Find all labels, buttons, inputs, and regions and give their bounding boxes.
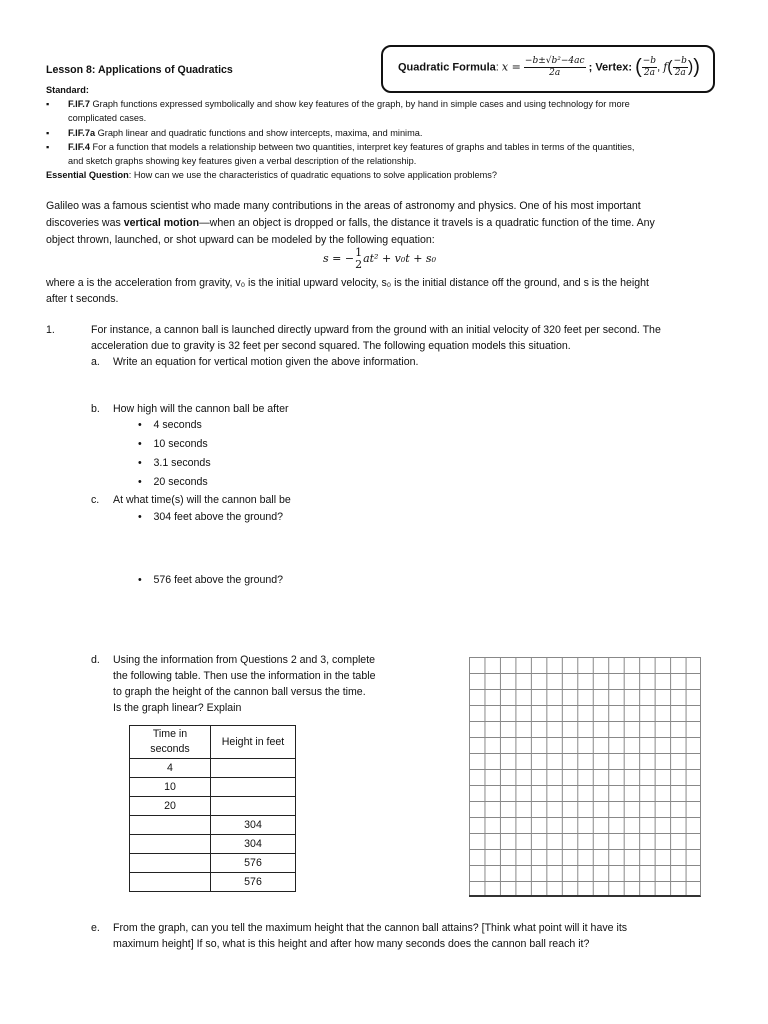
part-e-text: maximum height] If so, what is this height and after how many seconds does the cannon ball reach it? <box>113 938 590 950</box>
essential-label: Essential Question <box>46 170 129 180</box>
part-label: b. <box>91 403 100 415</box>
part-label: d. <box>91 654 100 666</box>
intro-text: where a is the acceleration from gravity, v₀ is the initial upward velocity, s₀ is the initial distance off the ground, and s is the height <box>46 277 649 289</box>
part-e-text: From the graph, can you tell the maximum height that the cannon ball attains? [Think what point will it have its <box>113 922 628 934</box>
eq-den: 2 <box>355 258 363 271</box>
part-d-text: Using the information from Questions 2 and 3, complete <box>113 654 376 666</box>
lesson-title: Lesson 8: Applications of Quadratics <box>46 64 233 76</box>
list-item: • 20 seconds <box>138 476 208 488</box>
standard-code: F.IF.7a <box>68 128 96 138</box>
table-cell[interactable] <box>211 759 296 778</box>
intro-text: after t seconds. <box>46 293 119 305</box>
eq-left: s = − <box>323 252 355 265</box>
x-eq: x = <box>501 60 521 74</box>
motion-equation <box>323 247 436 271</box>
essential-question <box>46 170 497 180</box>
standard-text: Graph functions expressed symbolically and show key features of the graph, by hand in simple cases and using technology for more <box>89 99 630 109</box>
list-item: • 304 feet above the ground? <box>138 511 284 523</box>
table-cell[interactable] <box>130 835 211 854</box>
standard-item <box>68 142 634 152</box>
part-d-text: to graph the height of the cannon ball versus the time. <box>113 686 366 698</box>
part-d-text: the following table. Then use the information in the table <box>113 670 376 682</box>
formula-numerator: −b±√b²−4ac <box>524 56 585 66</box>
essential-text: : How can we use the characteristics of quadratic equations to solve application problems? <box>128 170 497 180</box>
header-height: Height in feet <box>211 726 296 759</box>
graph-grid[interactable] <box>469 657 701 897</box>
item-text: 304 feet above the ground? <box>153 511 284 523</box>
part-label: a. <box>91 356 100 368</box>
intro-text <box>46 217 655 229</box>
part-label: e. <box>91 922 100 934</box>
eq-num: 1 <box>355 246 363 259</box>
standard-item: ▪ <box>46 99 50 109</box>
bullet: ▪ <box>46 142 50 152</box>
vertex-y <box>673 56 688 79</box>
vx-den: 2a <box>643 68 655 78</box>
vertex-x <box>642 56 657 79</box>
table-cell[interactable] <box>211 797 296 816</box>
standard-item <box>68 128 422 138</box>
item-text: 3.1 seconds <box>153 457 211 469</box>
formula-denominator: 2a <box>549 68 561 78</box>
formula-fraction <box>524 56 586 79</box>
list-item: • 10 seconds <box>138 438 208 450</box>
vx-num: −b <box>642 56 657 66</box>
standard-text: and sketch graphs showing key features given a verbal description of the relationship. <box>68 156 417 166</box>
question-text: For instance, a cannon ball is launched directly upward from the ground with an initial velocity of 320 feet per second. The <box>91 324 661 336</box>
f-symbol: f <box>663 60 668 74</box>
table-cell[interactable]: 10 <box>130 778 211 797</box>
standard-code: F.IF.7 <box>68 99 90 109</box>
table-cell[interactable] <box>211 778 296 797</box>
table-cell[interactable] <box>130 816 211 835</box>
t: discoveries was <box>46 217 124 229</box>
table-cell[interactable]: 576 <box>211 873 296 892</box>
quadratic-formula: Quadratic Formula: x = $\frac{\text{−b±√b²−4ac}}{2a}$ ; Vertex: ( $\frac{-b}{2a}$ , f( $\frac{-b}{2a}$ )) <box>398 56 700 78</box>
standard-label: Standard: <box>46 85 89 95</box>
time-height-table <box>129 725 296 892</box>
t: —when an object is dropped or falls, the distance it travels is a quadratic function of the time. Any <box>199 217 655 229</box>
list-item: • 3.1 seconds <box>138 457 211 469</box>
table-cell[interactable] <box>130 854 211 873</box>
intro-text: Galileo was a famous scientist who made many contributions in the areas of astronomy and physics. One of his most important <box>46 200 641 212</box>
part-a-text: Write an equation for vertical motion given the above information. <box>113 356 419 368</box>
table-cell[interactable] <box>130 873 211 892</box>
part-label: c. <box>91 494 100 506</box>
standard-item <box>68 99 630 109</box>
formula-label: Quadratic Formula <box>398 61 496 74</box>
standard-text: complicated cases. <box>68 113 147 123</box>
item-text: 20 seconds <box>153 476 208 488</box>
header-time <box>130 726 211 759</box>
vertical-motion-term: vertical motion <box>123 217 200 229</box>
h: Time in <box>152 728 188 740</box>
eq-right: at² + v₀t + s₀ <box>363 252 436 265</box>
table-cell[interactable]: 4 <box>130 759 211 778</box>
vy-den: 2a <box>674 68 686 78</box>
standard-text: Graph linear and quadratic functions and show intercepts, maxima, and minima. <box>95 128 423 138</box>
table-cell[interactable]: 304 <box>211 835 296 854</box>
standard-code: F.IF.4 <box>68 142 90 152</box>
list-item: • 576 feet above the ground? <box>138 574 284 586</box>
item-text: 576 feet above the ground? <box>153 574 284 586</box>
item-text: 4 seconds <box>153 419 202 431</box>
vy-num: −b <box>673 56 687 66</box>
part-c-text: At what time(s) will the cannon ball be <box>113 494 291 506</box>
list-item: • 4 seconds <box>138 419 202 431</box>
question-number: 1. <box>46 324 55 336</box>
part-b-text: How high will the cannon ball be after <box>113 403 289 415</box>
item-text: 10 seconds <box>153 438 208 450</box>
question-text: acceleration due to gravity is 32 feet per second squared. The following equation models this situation. <box>91 340 571 352</box>
h: seconds <box>150 743 190 755</box>
intro-text: object thrown, launched, or shot upward can be modeled by the following equation: <box>46 234 435 246</box>
table-cell[interactable]: 576 <box>211 854 296 873</box>
table-cell[interactable]: 304 <box>211 816 296 835</box>
bullet: ▪ <box>46 128 50 138</box>
standard-text: For a function that models a relationship between two quantities, interpret key features of graphs and tables in terms of the quantities, <box>89 142 635 152</box>
vertex-label: ; Vertex: <box>588 61 633 74</box>
part-d-text: Is the graph linear? Explain <box>113 702 242 714</box>
table-cell[interactable]: 20 <box>130 797 211 816</box>
